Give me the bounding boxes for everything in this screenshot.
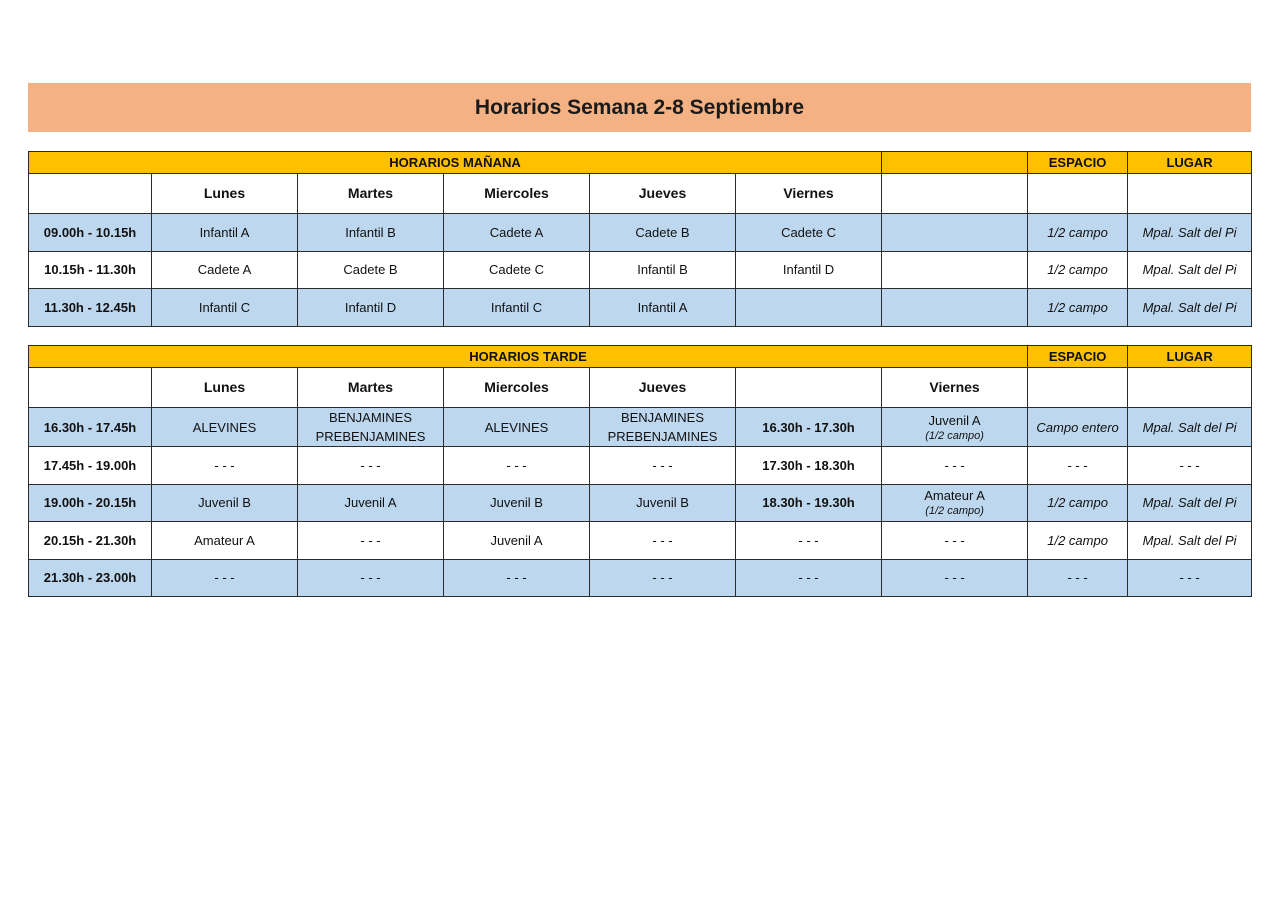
schedule-line: Juvenil A <box>928 412 981 428</box>
blank-cell <box>882 214 1028 252</box>
day-martes: Martes <box>298 174 444 214</box>
time-cell: 16.30h - 17.45h <box>29 408 152 447</box>
schedule-cell: Infantil C <box>152 289 298 327</box>
time-cell: 10.15h - 11.30h <box>29 251 152 289</box>
schedule-line: Amateur A <box>924 488 985 504</box>
schedule-cell: Juvenil B <box>152 484 298 522</box>
header-blank-cell <box>882 152 1028 174</box>
table-row <box>29 447 1252 485</box>
blank-cell <box>882 289 1028 327</box>
viernes-time-cell: 18.30h - 19.30h <box>736 484 882 522</box>
schedule-cell: Cadete C <box>444 251 590 289</box>
lugar-cell: Mpal. Salt del Pi <box>1128 289 1252 327</box>
schedule-cell: Cadete A <box>444 214 590 252</box>
schedule-cell: - - - <box>298 522 444 560</box>
table-row <box>29 214 1252 252</box>
morning-header-row <box>29 152 1252 174</box>
time-cell: 09.00h - 10.15h <box>29 214 152 252</box>
page-title-bar <box>28 83 1251 132</box>
espacio-cell: 1/2 campo <box>1028 251 1128 289</box>
time-cell: 21.30h - 23.00h <box>29 559 152 597</box>
blank-cell <box>882 174 1028 214</box>
time-cell: 20.15h - 21.30h <box>29 522 152 560</box>
schedule-cell: - - - <box>882 447 1028 485</box>
schedule-line: PREBENJAMINES <box>607 429 718 444</box>
schedule-cell: ALEVINES <box>444 408 590 447</box>
afternoon-schedule-table <box>28 345 1252 597</box>
table-row <box>29 408 1252 447</box>
viernes-time-cell: 17.30h - 18.30h <box>736 447 882 485</box>
morning-schedule-table <box>28 151 1252 327</box>
lugar-cell: - - - <box>1128 447 1252 485</box>
day-jueves: Jueves <box>590 368 736 408</box>
schedule-cell: - - - <box>152 559 298 597</box>
schedule-cell <box>882 408 1028 447</box>
schedule-cell: - - - <box>298 559 444 597</box>
time-cell: 11.30h - 12.45h <box>29 289 152 327</box>
schedule-cell: Infantil B <box>590 251 736 289</box>
day-miercoles: Miercoles <box>444 174 590 214</box>
morning-days-row <box>29 174 1252 214</box>
lugar-header: LUGAR <box>1128 346 1252 368</box>
schedule-cell: - - - <box>298 447 444 485</box>
schedule-cell: Juvenil A <box>444 522 590 560</box>
espacio-cell: 1/2 campo <box>1028 522 1128 560</box>
corner-cell <box>29 174 152 214</box>
lugar-cell: Mpal. Salt del Pi <box>1128 214 1252 252</box>
day-jueves: Jueves <box>590 174 736 214</box>
table-row <box>29 251 1252 289</box>
schedule-cell: - - - <box>152 447 298 485</box>
afternoon-header: HORARIOS TARDE <box>29 346 1028 368</box>
lugar-cell: Mpal. Salt del Pi <box>1128 408 1252 447</box>
blank-cell <box>1128 174 1252 214</box>
schedule-sub: (1/2 campo) <box>925 505 984 518</box>
schedule-line: BENJAMINES <box>328 410 413 425</box>
schedule-cell <box>590 408 736 447</box>
schedule-cell: - - - <box>882 559 1028 597</box>
espacio-cell: - - - <box>1028 447 1128 485</box>
blank-cell <box>1128 368 1252 408</box>
schedule-cell <box>882 484 1028 522</box>
schedule-cell: - - - <box>590 522 736 560</box>
espacio-cell: - - - <box>1028 559 1128 597</box>
schedule-cell: - - - <box>444 559 590 597</box>
corner-cell <box>29 368 152 408</box>
lugar-header: LUGAR <box>1128 152 1252 174</box>
table-row <box>29 289 1252 327</box>
schedule-cell: Infantil A <box>590 289 736 327</box>
schedule-cell: Infantil D <box>298 289 444 327</box>
afternoon-header-row <box>29 346 1252 368</box>
morning-header: HORARIOS MAÑANA <box>29 152 882 174</box>
schedule-cell: Amateur A <box>152 522 298 560</box>
day-martes: Martes <box>298 368 444 408</box>
schedule-line: PREBENJAMINES <box>315 429 426 444</box>
viernes-time-cell: - - - <box>736 522 882 560</box>
time-cell: 19.00h - 20.15h <box>29 484 152 522</box>
schedule-cell <box>298 408 444 447</box>
table-row <box>29 484 1252 522</box>
viernes-time-cell: - - - <box>736 559 882 597</box>
page-title: Horarios Semana 2-8 Septiembre <box>474 95 805 119</box>
schedule-cell: Cadete B <box>298 251 444 289</box>
day-lunes: Lunes <box>152 368 298 408</box>
lugar-cell: Mpal. Salt del Pi <box>1128 484 1252 522</box>
schedule-cell: Juvenil A <box>298 484 444 522</box>
lugar-cell: - - - <box>1128 559 1252 597</box>
schedule-cell: Cadete A <box>152 251 298 289</box>
lugar-cell: Mpal. Salt del Pi <box>1128 522 1252 560</box>
schedule-cell: Cadete B <box>590 214 736 252</box>
espacio-cell: 1/2 campo <box>1028 484 1128 522</box>
afternoon-days-row <box>29 368 1252 408</box>
blank-cell <box>736 368 882 408</box>
schedule-cell: Juvenil B <box>444 484 590 522</box>
espacio-cell: Campo entero <box>1028 408 1128 447</box>
blank-cell <box>1028 174 1128 214</box>
schedule-cell: - - - <box>590 559 736 597</box>
espacio-cell: 1/2 campo <box>1028 289 1128 327</box>
espacio-cell: 1/2 campo <box>1028 214 1128 252</box>
day-lunes: Lunes <box>152 174 298 214</box>
espacio-header: ESPACIO <box>1028 152 1128 174</box>
schedule-cell <box>736 289 882 327</box>
schedule-cell: Infantil A <box>152 214 298 252</box>
time-cell: 17.45h - 19.00h <box>29 447 152 485</box>
day-viernes: Viernes <box>736 174 882 214</box>
blank-cell <box>882 251 1028 289</box>
day-miercoles: Miercoles <box>444 368 590 408</box>
table-row <box>29 522 1252 560</box>
espacio-header: ESPACIO <box>1028 346 1128 368</box>
schedule-cell: Infantil B <box>298 214 444 252</box>
schedule-cell: Infantil D <box>736 251 882 289</box>
viernes-time-cell: 16.30h - 17.30h <box>736 408 882 447</box>
schedule-cell: - - - <box>590 447 736 485</box>
schedule-sub: (1/2 campo) <box>925 429 984 442</box>
table-row <box>29 559 1252 597</box>
day-viernes: Viernes <box>882 368 1028 408</box>
schedule-cell: Infantil C <box>444 289 590 327</box>
schedule-cell: Cadete C <box>736 214 882 252</box>
schedule-cell: - - - <box>882 522 1028 560</box>
schedule-cell: - - - <box>444 447 590 485</box>
schedule-cell: ALEVINES <box>152 408 298 447</box>
schedule-cell: Juvenil B <box>590 484 736 522</box>
blank-cell <box>1028 368 1128 408</box>
lugar-cell: Mpal. Salt del Pi <box>1128 251 1252 289</box>
schedule-line: BENJAMINES <box>620 410 705 425</box>
